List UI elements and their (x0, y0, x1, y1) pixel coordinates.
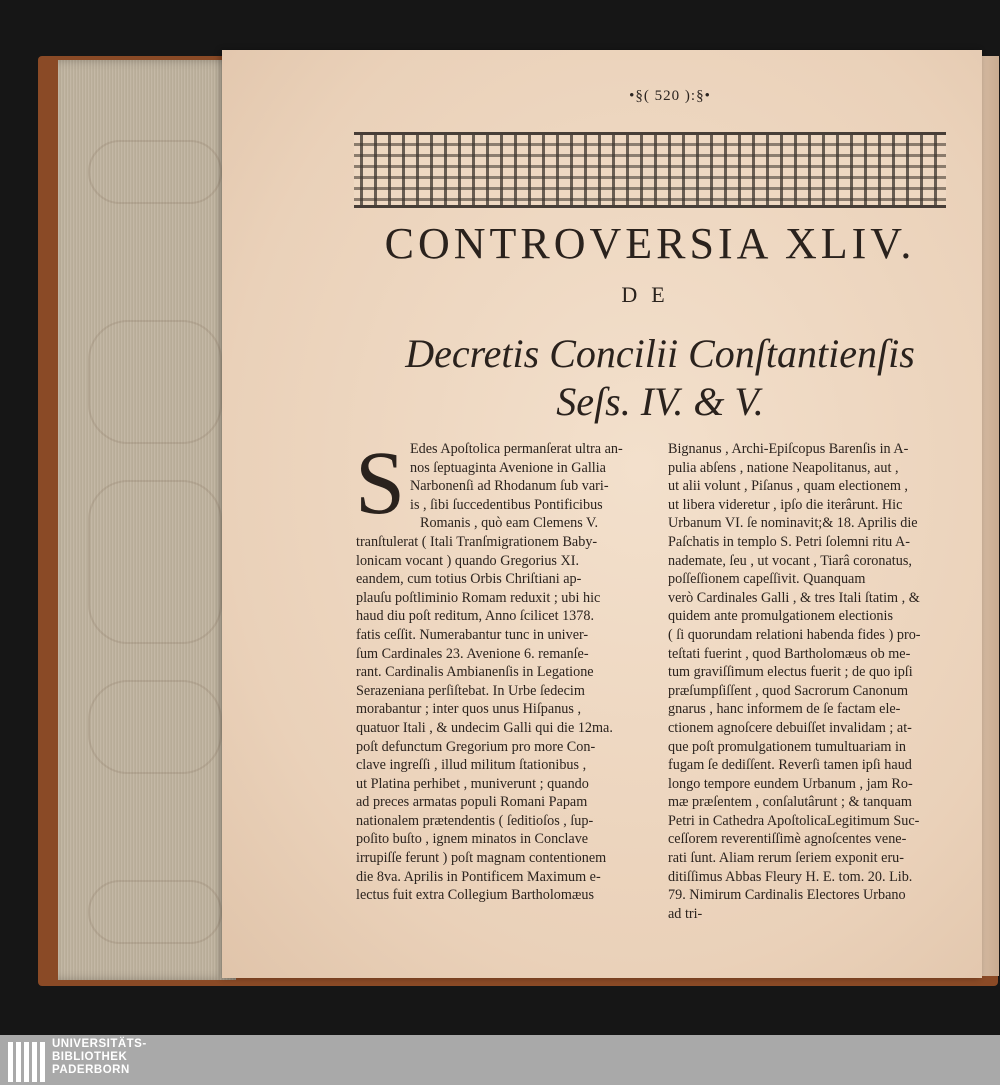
title-de: DE (621, 282, 679, 307)
text-line: ( ſi quorundam relationi habenda fides ) pro- (668, 626, 921, 643)
embossed-decoration (88, 320, 222, 444)
embossed-decoration (88, 880, 222, 944)
text-line: verò Cardinales Galli , & tres Itali ſtatim , & (668, 589, 920, 606)
text-line: ſum Cardinales 23. Avenione 6. remanſe- (356, 645, 589, 662)
embossed-decoration (88, 140, 222, 204)
chapter-title: CONTROVERSIA XLIV. (384, 219, 916, 268)
text-line: Romanis , quò eam Clemens V. (420, 515, 598, 532)
text-line: eandem, cum totius Orbis Chriſtiani ap- (356, 571, 582, 588)
text-line: 79. Nimirum Cardinalis Electores Urbano (668, 887, 906, 904)
text-line: mæ præſentem , conſalutârunt ; & tanquam (668, 794, 912, 811)
text-line: rati ſunt. Aliam rerum ſeriem exponit eru- (668, 850, 904, 867)
logo-line: PADERBORN (52, 1064, 130, 1076)
text-line: plauſu poſtliminio Romam reduxit ; ubi hic (356, 589, 601, 606)
text-line: pulia abſens , natione Neapolitanus, aut , (668, 459, 899, 476)
text-line: morabantur ; inter quos unus Hiſpanus , (356, 701, 581, 718)
text-line: Petri in Cathedra ApoſtolicaLegitimum Suc- (668, 812, 920, 829)
text-line: quidem ante promulgationem electionis (668, 608, 893, 625)
text-column-right (668, 440, 952, 923)
embossed-decoration (88, 680, 222, 774)
text-line: Narbonenſi ad Rhodanum ſub vari- (410, 478, 609, 495)
text-line: Edes Apoſtolica permanſerat ultra an- (410, 441, 623, 457)
logo-line: UNIVERSITÄTS- (52, 1038, 147, 1050)
text-line: longo tempore eundem Urbanum , jam Ro- (668, 775, 913, 792)
text-line: Urbanum VI. ſe nominavit;& 18. Aprilis die (668, 515, 918, 532)
text-line: ut Platina perhibet , muniverunt ; quando (356, 775, 589, 792)
text-line: præſumpſiſſent , quod Sacrorum Canonum (668, 682, 908, 699)
text-line: teſtati fuerint , quod Bartholomæus ob me- (668, 645, 911, 662)
text-line: ad preces armatas populi Romani Papam (356, 794, 588, 811)
text-line: tranſtulerat ( Itali Tranſmigrationem Baby- (356, 533, 598, 550)
text-line: Paſchatis in templo S. Petri ſolemni ritu A- (668, 533, 910, 550)
library-logo-text (52, 1038, 252, 1077)
subtitle-line: Seſs. IV. & V. (556, 379, 764, 424)
text-line: ditiſſimus Abbas Fleury H. E. tom. 20. Lib. (668, 868, 913, 885)
text-line: ut libera videretur , ipſo die iterârunt. Hic (668, 496, 903, 513)
text-line: die 8va. Aprilis in Pontificem Maximum e- (356, 868, 601, 885)
page-block-edge (58, 60, 236, 980)
text-line: que poſt promulgationem tumultuariam in (668, 738, 906, 755)
text-column-left (354, 434, 652, 905)
text-line: gnarus , hanc informem de ſe factam ele- (668, 701, 901, 718)
text-line: haud diu poſt reditum, Anno ſcilicet 1378. (356, 608, 595, 625)
chapter-subtitle (350, 330, 970, 426)
text-line: poſſeſſionem capeſſivit. Quanquam (668, 571, 866, 588)
text-line: lectus fuit extra Collegium Bartholomæus (356, 887, 595, 904)
ornamental-header-band (354, 132, 946, 208)
text-line: quatuor Itali , & undecim Galli qui die 12ma. (356, 719, 613, 736)
text-line: ad tri- (668, 905, 703, 922)
text-line: Bignanus , Archi-Epiſcopus Barenſis in A- (668, 441, 909, 457)
text-line: fugam ſe dediſſent. Reverſi tamen ipſi haud (668, 757, 912, 774)
text-line: ut alii volunt , Piſanus , quam electionem , (668, 478, 908, 495)
page-number: •§( 520 ):§• (629, 88, 711, 104)
text-line: poſt defunctum Gregorium pro more Con- (356, 738, 596, 755)
text-line: rant. Cardinalis Ambianenſis in Legatione (356, 664, 594, 681)
text-line: clave ingreſſi , illud militum ſtationibus , (356, 757, 587, 774)
library-logo-icon (6, 1040, 46, 1082)
text-line: lonicam vocant ) quando Gregorius XI. (356, 552, 579, 569)
text-line: poſito buſto , ignem minatos in Conclave (356, 831, 589, 848)
text-line: ceſſorem reverentiſſimè agnoſcentes vene- (668, 831, 907, 848)
embossed-decoration (88, 480, 222, 644)
text-line: nos ſeptuaginta Avenione in Gallia (410, 459, 606, 476)
text-line: nationalem prætendentis ( ſeditioſos , ſup- (356, 812, 594, 829)
logo-line: BIBLIOTHEK (52, 1051, 128, 1063)
text-line: fatis ceſſit. Numerabantur tunc in univer- (356, 626, 589, 643)
drop-capital: S (354, 434, 406, 533)
text-line: ctionem agnoſcere debuiſſet invalidam ; at- (668, 719, 912, 736)
text-line: nademate, ſeu , ut vocant , Tiarâ coronatus, (668, 552, 912, 569)
text-line: is , ſibi ſuccedentibus Pontificibus (410, 496, 603, 513)
text-line: tum graviſſimum electus fuerit ; de quo ipſi (668, 664, 913, 681)
text-line: Serazeniana perſiſtebat. In Urbe ſedecim (356, 682, 585, 699)
subtitle-line: Decretis Concilii Conſtantienſis (405, 331, 915, 376)
text-line: irrupiſſe ferunt ) poſt magnam contentionem (356, 850, 607, 867)
